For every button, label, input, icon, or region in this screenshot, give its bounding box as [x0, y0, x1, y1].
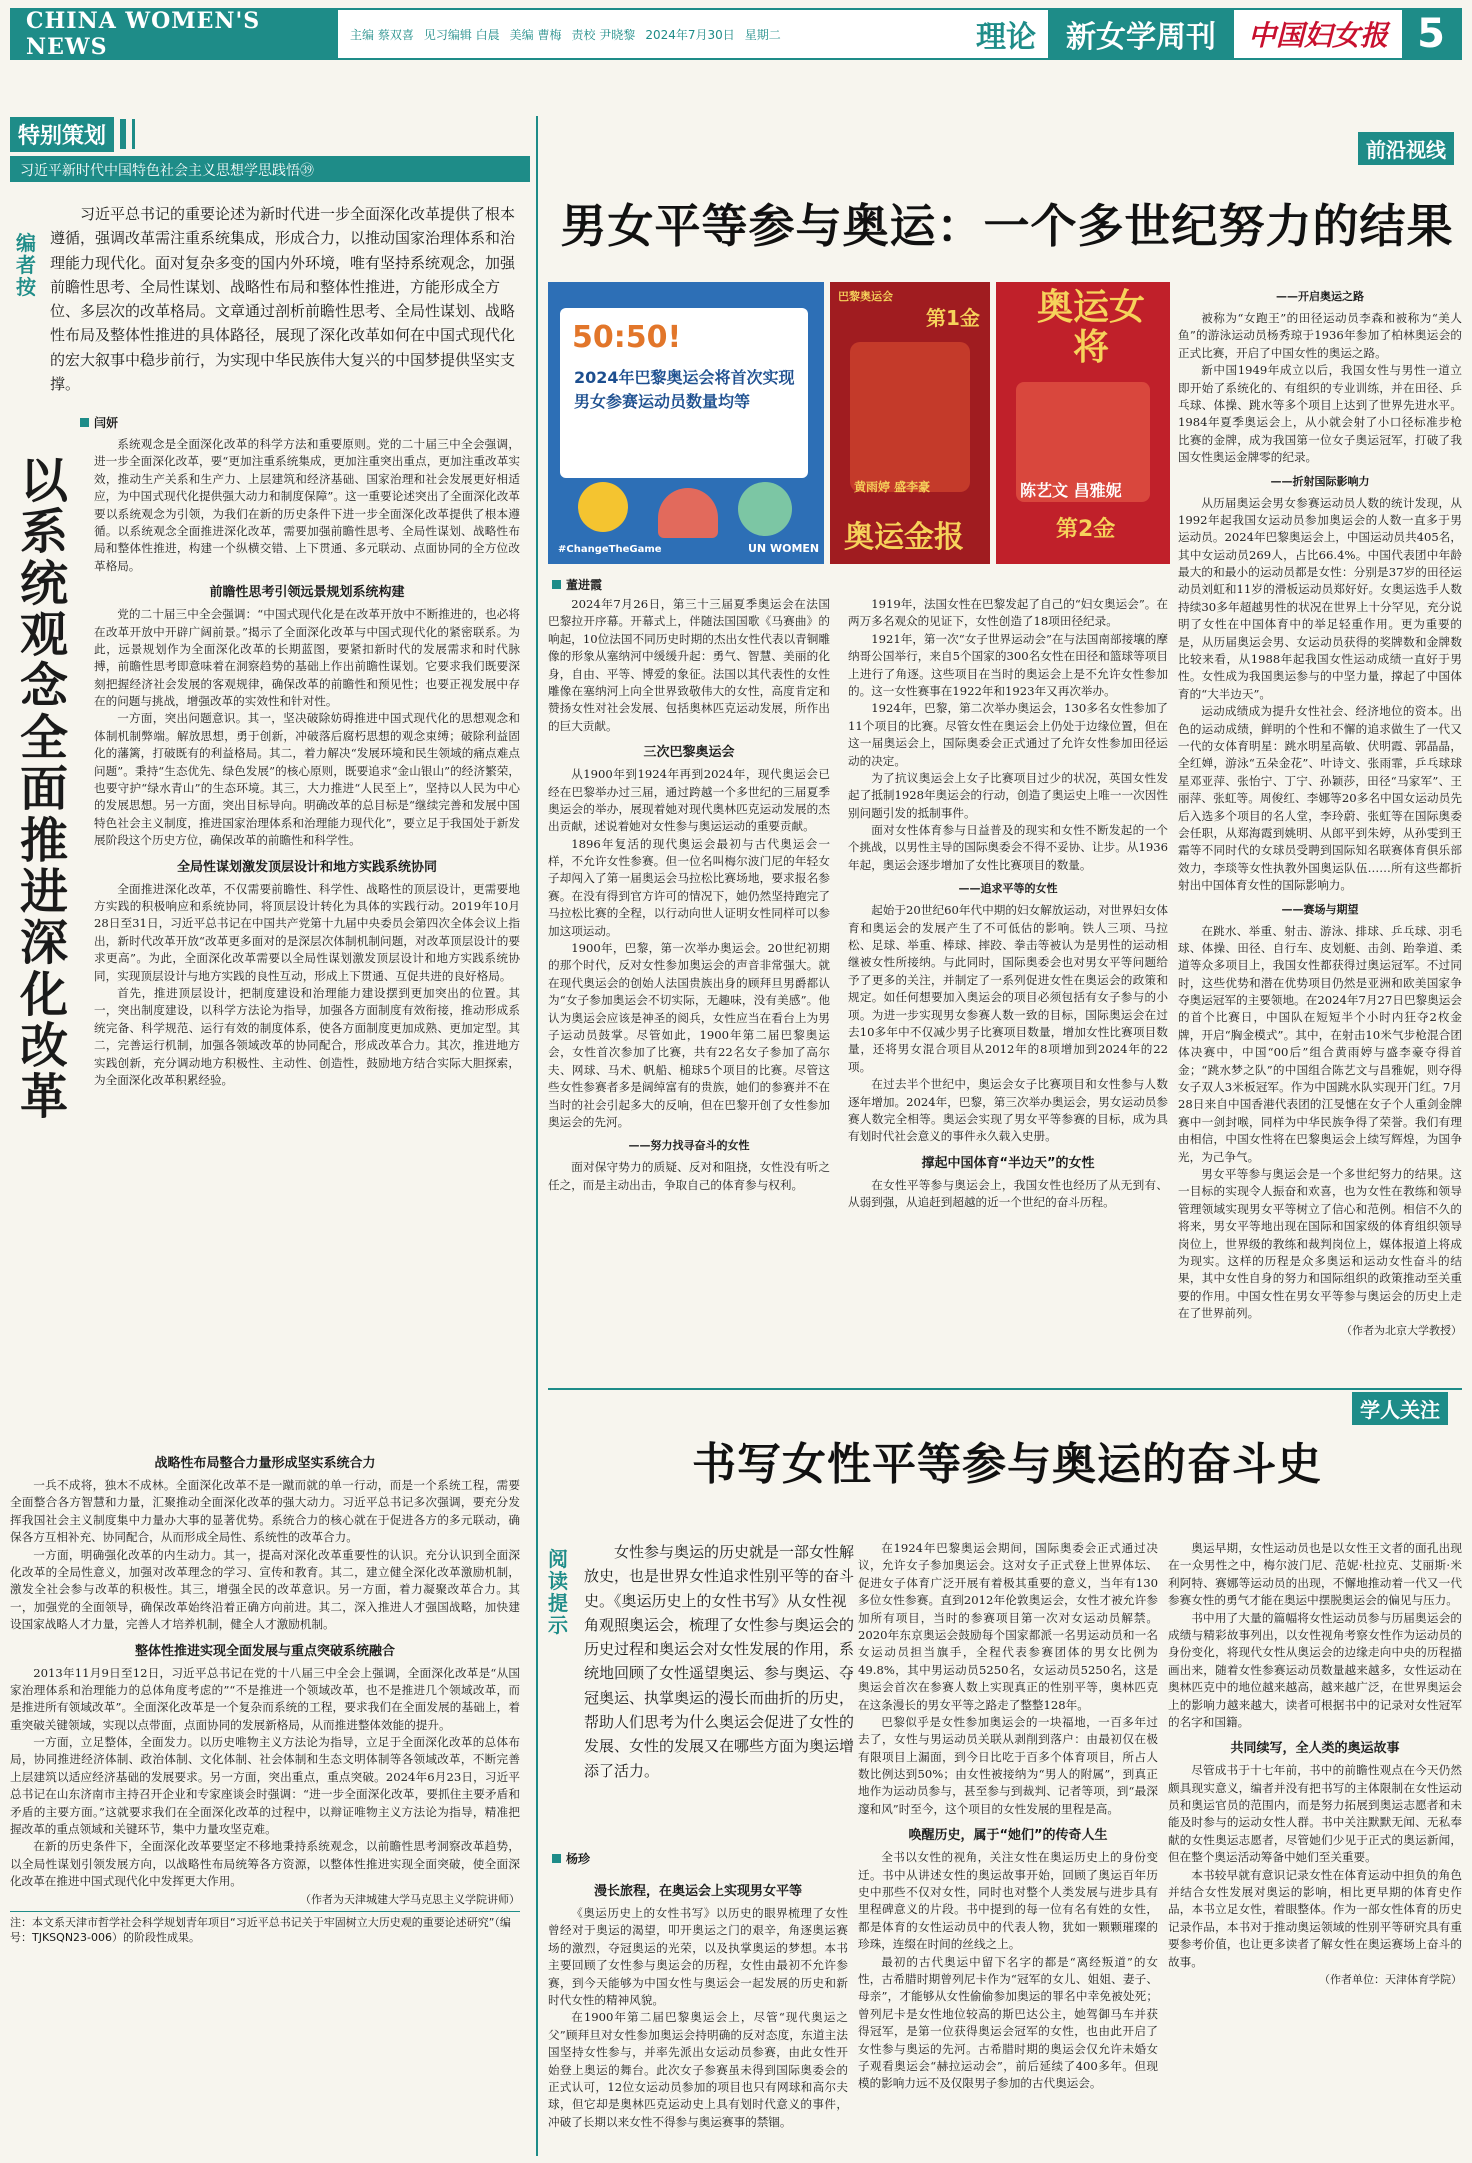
left-p1b: 一方面，突出问题意识。其一，坚决破除妨碍推进中国式现代化的思想观念和体制机制弊端。解放思想，勇于创新，冲破落后腐朽思想的观念束缚；破除利益固化的藩篱，打破既有的利益格局。其二，着力解决“发展环境和民生领域的痛点难点问题”。秉持“生态优先、绿色发展”的核心原则，既要追求“金山银山”的经济繁荣，也要守护“绿水青山”的生态环境。其三，大力推进“人民至上”，坚持以人民为中心的发展思想。另一方面，突出目标导向。明确改革的总目标是“继续完善和发展中国特色社会主义制度，推进国家治理体系和治理能力现代化”，要立足于我国处于新发展阶段这个历史方位，确保改革的前瞻性和科学性。: [94, 711, 520, 848]
a1-c3b: 新中国1949年成立以后，我国女性与男性一道立即开始了系统化的、有组织的专业训练，并在田径、乒乓球、体操、跳水等多个项目上达到了世界先进水平。1984年夏季奥运会上，从小就会射了小口径标准步枪比赛的金牌，成为我国第一位女子奥运冠军，打破了我国女性奥运金牌零的纪录。: [1178, 363, 1462, 465]
editor-label: 编者按: [16, 231, 36, 299]
a1-c1-minihead: ——努力找寻奋斗的女性: [628, 1139, 750, 1153]
article1-author: （作者为北京大学教授）: [1341, 1324, 1462, 1338]
left-subhead-1: 前瞻性思考引领远景规划系统构建: [209, 585, 405, 601]
a1-c3h: 男女平等参与奥运会是一个多世纪努力的结果。这一目标的实现令人振奋和欢喜，也为女性在教练和领导管理领域实现男女平等树立了信心和范例。相信不久的将来，男女平等地出现在国际和国家级的体育组织领导岗位上，世界级的教练和裁判岗位上，媒体报道上将成为现实。这样的历程是众多奥运和运动女性奋斗的结果，其中女性自身的努力和国际组织的政策推动至关重要的作用。中国女性在男女平等参与奥运会的历史上走在了世界前列。: [1178, 1166, 1462, 1321]
a2-p1: 《奥运历史上的女性书写》以历史的眼界梳理了女性曾经对于奥运的渴望，叩开奥运之门的艰辛，角逐奥运赛场的激烈，夺冠奥运的光荣，以及执掌奥运的梦想。本书主要回顾了女性参与奥运会的历程，女性由最初不允许参赛，到今天能够为中国女性与奥运会一起发展的历史和新时代女性的精神风貌。: [548, 1906, 848, 2007]
left-p4: 2013年11月9日至12日，习近平总书记在党的十八届三中全会上强调，全面深化改革是“从国家治理体系和治理能力的总体角度考虑的”“不是推进一个领域改革，也不是推进几个领域改革，而是推进所有领域改革”。全面深化改革是一个复杂而系统的工程，要求我们在全面发展的基础上，着重突破关键领域，实现以点带面，点面协同的发展新格局，从而推进整体效能的提升。: [10, 1665, 520, 1732]
left-subhead-3: 战略性布局整合力量形成坚实系统合力: [154, 1456, 376, 1471]
page-number: 5: [1402, 10, 1460, 58]
info-date: 2024年7月30日: [645, 27, 735, 42]
athlete-figure: [738, 482, 792, 536]
poster-5050: [548, 282, 824, 564]
a1-c1: 2024年7月26日，第三十三届夏季奥运会在法国巴黎拉开序幕。开幕式上，伴随法国国歌《马赛曲》的响起，10位法国不同历史时期的杰出女性代表以青铜雕像的形象从塞纳河中缓缓升起：勇气、智慧、美丽的化身，自由、平等、博爱的象征。法国以其代表性的女性雕像在塞纳河上向全世界致敬伟大的女性，高度肯定和赞扬女性对社会发展、包括奥林匹克运动发展，所作出的巨大贡献。: [548, 597, 830, 733]
a2-p5: 尽管成书于十七年前，书中的前瞻性观点在今天仍然颇具现实意义，编者并没有把书写的主体限制在女性运动员和奥运官员的范围内，而是努力拓展到奥运志愿者和未能及时参与的运动女性人群。书中关注默默无闻、无私奉献的女性奥运志愿者，尽管她们少见于正式的奥运新闻，但在整个奥运活动筹备中她们至关重要。: [1168, 1763, 1462, 1865]
left-subhead-4: 整体性推进实现全面发展与重点突破系统融合: [134, 1643, 395, 1659]
poster2-medal: 第1金: [926, 306, 980, 330]
a1-c3g: 在跳水、举重、射击、游泳、排球、乒乓球、羽毛球、体操、田径、自行车、皮划艇、击剑、跆拳道、柔道等众多项目上，我国女性都获得过奥运冠军。不过同时，这些优势和潜在优势项目仍然是亚洲和欧美国家争夺奥运冠军的主要领地。在2024年7月27日巴黎奥运会的首个比赛日，中国队在短短半个小时内狂夺2枚金牌，开启“胸金模式”。其中，在射击10米气步枪混合团体决赛中，中国“00后”组合黄雨婷与盛李豪夺得首金；“跳水梦之队”的中国组合陈艺文与昌雅妮，则夺得女子双人3米板冠军。作为中国跳水队实现开门红。7月28日来自中国香港代表团的江旻憓在女子个人重剑金牌赛中一剑封喉，同样为中华民族争得了荣誉。我们有理由相信，中国女性将在巴黎奥运会上续写辉煌，为国争光，为己争气。: [1178, 923, 1462, 1164]
byline-marker: [552, 1854, 561, 1863]
section-tag-scholar: 学人关注: [1352, 1392, 1448, 1425]
article2-byline: [552, 1850, 590, 1867]
a2-p1b: 在1900年第二届巴黎奥运会上，尽管“现代奥运之父”顾拜旦对女性参加奥运会持明确的反对态度，东道主法国坚持女性参与，并率先派出女运动员参赛，由此女性开始登上奥运的舞台。此次女子参赛虽未得到国际奥委会的正式认可，12位女运动员参加的项目也只有网球和高尔夫球，但它却是奥林匹克运动史上具有划时代意义的事件，冲破了长期以来女性不得参与奥运赛事的禁锢。: [548, 2010, 848, 2129]
guide-text: 女性参与奥运的历史就是一部女性解放史，也是世界女性追求性别平等的奋斗史。《奥运历史上的女性书写》从女性视角观照奥运会，梳理了女性参与奥运会的历史过程和奥运会对女性发展的作用，系统地回顾了女性遥望奥运、参与奥运、夺冠奥运、执掌奥运的漫长而曲折的历史，帮助人们思考为什么奥运会促进了女性的发展、女性的发展又在哪些方面为奥运增添了活力。: [584, 1543, 855, 1780]
a2-p4: 奥运早期，女性运动员也是以女性王文者的面孔出现在一众男性之中，梅尔波门尼、范妮·杜拉克、艾丽斯·米利阿特、赛娜等运动员的出现，不懈地推动着一代又一代参赛女性的勇气才能在奥运中摆脱奥运会的偏见与压力。: [1168, 1541, 1462, 1608]
a1-c1c: 1896年复活的现代奥运会最初与古代奥运会一样，不允许女性参赛。但一位名叫梅尔波门尼的年轻女子却闯入了第一届奥运会马拉松比赛场地，要求报名参赛。在没有得到官方许可的情况下，她仍然坚持跑完了马拉松比赛的全程，以行动向世人证明女性同样可以参加这项运动。: [548, 836, 830, 938]
section-theory: 理论: [975, 20, 1036, 55]
info-weekday: 星期二: [744, 27, 781, 42]
section-tag-frontier: 前沿视线: [1358, 132, 1454, 165]
left-footnote: 注：本文系天津市哲学社会科学规划青年项目“习近平总书记关于牢固树立大历史观的重要论述研究”（编号：TJKSQN23-006）的阶段性成果。: [10, 1911, 520, 1946]
article2-byline-name: 杨珍: [566, 1852, 591, 1866]
a2-p2: 在1924年巴黎奥运会期间，国际奥委会正式通过决议，允许女子参加奥运会。这对女子正式登上世界体坛、促进女子体育广泛开展有着极其重要的意义，当年有130多位女性参赛。直到2012年伦敦奥运会，女性才被允许参加所有项目，当时的参赛项目第一次对女运动员解禁。2020年东京奥运会鼓励每个国家都派一名男运动员和一名女运动员担当旗手，全程代表参赛团体的男女比例为49.8%，其中男运动员5250名，女运动员5250名，这是奥运会首次在参赛人数上实现真正的性别平等，奥林匹克在这条漫长的男女平等之路走了整整128年。: [858, 1541, 1158, 1712]
vertical-title: 以系统观念全面推进深化改革: [19, 453, 68, 1126]
poster1-title: 50:50!: [572, 320, 682, 355]
article2-col1: [548, 1874, 848, 2131]
athlete-figure: [658, 488, 718, 538]
a2-p4b: 书中用了大量的篇幅将女性运动员参与历届奥运会的成绩与精彩故事列出，以女性视角考察女性作为运动员的身份变化，将现代女性从奥运会的边缘走向中央的历程描画出来，随着女性参赛运动员数量越来越多，女性运动在奥林匹克中的地位越来越高，越来越广泛，在世界奥运会上的影响力越来越大，读者可根据书中的记录对女性冠军的名字和国籍。: [1168, 1610, 1462, 1729]
left-p3b: 一方面，明确强化改革的内生动力。其一，提高对深化改革重要性的认识。充分认识到全面深化改革的全局性意义，加强对改革理念的学习、宣传和教育。其二，建立健全深化改革激励机制，激发全社会参与改革的积极性。其三，增强全民的改革意识。另一方面，着力凝聚改革合力。其一，加强党的全面领导，确保改革始终沿着正确方向前进。其二，深入推进人才强国战略，加快建设国家战略人才力量，完善人才培养机制，健全人才激励机制。: [10, 1547, 520, 1632]
a2-p2b: 巴黎似乎是女性参加奥运会的一块福地，一百多年过去了，女性与男运动员关联从剥削到落户：由最初仅在极有限项目上漏面，到今日比吃于百多个体育项目，所占人数比例达到50%；由女性被接纳为“男人的附属”，到真正地作为运动员参与，甚至参与到裁判、记者等项，到“最深邃和风”时至今，这个项目的女性发展的里程是高。: [858, 1714, 1158, 1816]
a1-c1f: 面对保守势力的质疑、反对和阻挠，女性没有听之任之，而是主动出击，争取自己的体育参与权利。: [548, 1160, 830, 1192]
left-body-bottom: [10, 1446, 520, 1945]
a1-c2-subhead: 撑起中国体育“半边天”的女性: [921, 1155, 1095, 1171]
byline-marker: [552, 580, 561, 589]
column-divider: [536, 116, 538, 2156]
a1-c1b: 从1900年到1924年再到2024年，现代奥运会已经在巴黎举办过三届，通过跨越一个多世纪的三届夏季奥运会的举办，展现着她对现代奥林匹克运动发展的杰出贡献，述说着她对女性参与奥运运动的重要贡献。: [548, 767, 830, 834]
left-p4c: 在新的历史条件下，全面深化改革要坚定不移地秉持系统观念，以前瞻性思考洞察改革趋势，以全局性谋划引领发展方向，以战略性布局统筹各方资源，以整体性推进实现全面突破，使全面深化改革在推进中国式现代化中发挥更大作用。: [10, 1839, 520, 1889]
article1-col3: [1178, 282, 1462, 1338]
a1-c2: 1919年，法国女性在巴黎发起了自己的“妇女奥运会”。在两万多名观众的见证下，女性创造了18项田径纪录。: [848, 597, 1168, 629]
a2-p3: 全书以女性的视角，关注女性在奥运历史上的身份变迁。书中从讲述女性的奥运故事开始，回顾了奥运百年历史中那些不仅对女性，同时也对整个人类发展与进步具有里程碑意义的片段。书中提到的每一位有名有姓的女性，都是体育的女性运动员中的代表人物，犹如一颗颗璀璨的珍珠，连缀在时间的丝线之上。: [858, 1850, 1158, 1952]
poster2-top: 巴黎奥运会: [838, 290, 893, 303]
editor-text: 习近平总书记的重要论述为新时代进一步全面深化改革提供了根本遵循，强调改革需注重系统集成，形成合力，以推动国家治理体系和治理能力现代化。面对复杂多变的国内外环境，唯有坚持系统观念，加强前瞻性思考、全局性谋划、战略性布局和整体性推进，方能形成全方位、多层次的改革格局。文章通过剖析前瞻性思考、全局性谋划、战略性布局及整体性推进的具体路径，展现了深化改革如何在中国式现代化的宏大叙事中稳步前行，为实现中华民族伟大复兴的中国梦提供坚实支撑。: [50, 205, 516, 394]
article2-col3: [1168, 1540, 1462, 1987]
poster-first-gold: [830, 282, 990, 564]
a1-c2e: 面对女性体育参与日益普及的现实和女性不断发起的一个个挑战，以男性主导的国际奥委会不得不妥协、让步。从1936年起，奥运会逐步增加了女性比赛项目的数量。: [848, 823, 1168, 872]
section-weekly: 新女学周刊: [1048, 10, 1234, 58]
article2-headline: 书写女性平等参与奥运的奋斗史: [692, 1439, 1322, 1490]
poster3-names: 陈艺文 昌雅妮: [1020, 481, 1122, 500]
a2-subhead-1: 漫长旅程，在奥运会上实现男女平等: [593, 1884, 802, 1899]
poster1-logo: UN WOMEN: [748, 542, 820, 555]
article-divider: [548, 1388, 1462, 1390]
a2-subhead-2: 唤醒历史，属于“她们”的传奇人生: [908, 1828, 1108, 1844]
left-feature: [10, 116, 530, 2156]
guide-label: 阅读提示: [548, 1547, 568, 1637]
a1-c2-minihead: ——追求平等的女性: [958, 882, 1058, 896]
a1-c2c: 1924年，巴黎，第二次举办奥运会，130多名女性参加了11个项目的比赛。尽管女性在奥运会上仍处于边缘位置，但在这一届奥运会上，国际奥委会正式通过了允许女性参加田径运动的决定。: [848, 701, 1168, 768]
a2-p5b: 本书较早就有意识记录女性在体育运动中担负的角色并结合女性发展对奥运的影响，相比更早期的体育史作品，本书立足女性，着眼整体。作为一部女性体育的历史记录作品，本书对于推动奥运领域的性别平等研究具有重要参考价值，也让更多读者了解女性在奥运赛场上奋斗的故事。: [1168, 1867, 1462, 1969]
left-p3: 一兵不成将，独木不成林。全面深化改革不是一蹴而就的单一行动，而是一个系统工程，需要全面整合各方智慧和力量，汇聚推动全面深化改革的强大动力。习近平总书记多次强调，要充分发挥我国社会主义制度集中力量办大事的显著优势。系统合力的核心就在于促进各方的多元联动，确保各方互相补充、协同配合，从而形成全局性、系统性的改革合力。: [10, 1478, 520, 1545]
a1-c3: 被称为“女跑王”的田径运动员李森和被称为“美人鱼”的游泳运动员杨秀琼于1936年参加了柏林奥运会的正式比赛，开启了中国女性的奥运之路。: [1178, 311, 1462, 360]
info-artist: 美编 曹梅: [509, 27, 562, 42]
article1-byline-name: 董进霞: [566, 578, 603, 592]
athlete-figure: [578, 482, 628, 532]
left-byline-name: 闫妍: [94, 416, 119, 430]
tag-bar: [120, 119, 126, 149]
a2-p3b: 最初的古代奥运中留下名字的都是“离经叛道”的女性，古希腊时期曾列尼卡作为“冠军的女儿、姐姐、妻子、母亲”，才能够从女性偷偷参加奥运的罪名中幸免被处死；曾列尼卡是女性地位较高的斯巴达公主，她驾御马车并获得冠军，是第一位获得奥运会冠军的女性，也由此开启了女性参与奥运的先河。古希腊时期的奥运会仅允许未婚女子观看奥运会“赫拉运动会”，前后延续了400多年。但现模的影响力远不及仅限男子参加的古代奥运会。: [858, 1954, 1158, 2091]
a1-c2i: 在女性平等参与奥运会上，我国女性也经历了从无到有、从弱到强，从追赶到超越的近一个世纪的奋斗历程。: [848, 1177, 1168, 1210]
a1-c3d: 从历届奥运会男女参赛运动员人数的统计发现，从1992年起我国女运动员参加奥运会的人数一直多于男运动员。2024年巴黎奥运会上，中国运动员共405名，其中女运动员269人，占比66.4%。中国代表团中年龄最大的和最小的运动员都是女性：分别是37岁的田径运动员刘虹和11岁的滑板运动员郑好好。女奥运选手人数持续30多年超越男性的状况在世界上十分罕见，充分说明了女性在中国体育中的举足轻重作用。更为重要的是，从历届奥运会男、女运动员获得的奖牌数和金牌数比较来看，从1988年起我国女性运动成绩一直好于男性。女性成为我国奥运参与的中坚力量，撑起了中国体育的“大半边天”。: [1178, 495, 1462, 701]
article1-headline: 男女平等参与奥运：一个多世纪努力的结果: [560, 199, 1454, 253]
poster2-name: 黄雨婷 盛李豪: [854, 480, 931, 494]
a2-subhead-3: 共同续写，全人类的奥运故事: [1230, 1741, 1400, 1757]
left-p2b: 首先，推进顶层设计，把制度建设和治理能力建设摆到更加突出的位置。其一，突出制度建设，以科学方法论为指导，加强各方面制度有效衔接，推动形成系统完备、科学规范、运行有效的制度体系，使各方面制度更加成熟、更加定型。其二，完善运行机制，加强各领域改革的协同配合，形成改革合力。其次，推进地方实践创新，充分调动地方积极性、主动性、创造性，鼓励地方结合实际大胆探索，为全面深化改革积累经验。: [94, 985, 520, 1087]
a1-c3-minihead-3: ——赛场与期望: [1281, 902, 1359, 916]
special-tag-label: 特别策划: [10, 117, 114, 152]
athletes-photo: [850, 342, 970, 492]
article1-col2: [848, 596, 1168, 1212]
masthead: [10, 8, 1462, 60]
info-proof: 责校 尹晓黎: [571, 27, 636, 42]
series-bar: 习近平新时代中国特色社会主义思想学思践悟㊴: [10, 156, 530, 182]
article1-col1: [548, 596, 830, 1194]
article2-author: （作者单位：天津体育学院）: [1319, 1972, 1462, 1986]
a1-c3-minihead-1: ——开启奥运之路: [1276, 290, 1364, 303]
a1-c2b: 1921年，第一次“女子世界运动会”在与法国南部接壤的摩纳哥公国举行，来自5个国家的300名女性在田径和篮球等项目上进行了角逐。这些项目在当时的奥运会上是不允许女性参加的。这一女性赛事在1922年和1923年又再次举办。: [848, 631, 1168, 698]
a1-c2h: 在过去半个世纪中，奥运会女子比赛项目和女性参与人数逐年增加。2024年，巴黎，第三次举办奥运会，男女运动员参赛人数完全相等。奥运会实现了男女平等参赛的目标，成为具有划时代社会意义的事件永久载入史册。: [848, 1077, 1168, 1144]
left-body-top: [94, 436, 520, 1089]
info-responsible: 见习编辑 白晨: [423, 27, 500, 42]
byline-marker: [80, 418, 89, 427]
article2-col2: [858, 1540, 1158, 2093]
english-title: CHINA WOMEN'S NEWS: [12, 10, 338, 58]
poster3-medal: 第2金: [1056, 517, 1116, 542]
poster-divers: [996, 282, 1170, 564]
poster3-big: 奥运女将: [1036, 287, 1145, 368]
a1-c1-subhead: 三次巴黎奥运会: [643, 745, 735, 761]
a1-c2g: 起始于20世纪60年代中期的妇女解放运动，对世界妇女体育和奥运会的发展产生了不可低估的影响。铁人三项、马拉松、足球、举重、棒球、摔跤、拳击等被认为是男性的运动相继被女性所接纳。与此同时，国际奥委会也对男女平等问题给予了更多的关注，并制定了一系列促进女性在奥运会的政策和规定。如任何想要加入奥运会的项目必须包括有女子参与的小项。为进一步实现男女参赛人数一致的目标，国际奥运会在过去10多年中不仅减少男子比赛项目数量，增加女性比赛项目数量，还将男女混合项目从2012年的8项增加到2024年的22项。: [848, 903, 1168, 1074]
left-subhead-2: 全局性谋划激发顶层设计和地方实践系统协同: [176, 859, 437, 875]
left-byline: [80, 414, 118, 431]
left-p4b: 一方面，立足整体，全面发力。以历史唯物主义方法论为指导，立足于全面深化改革的总体布局，协同推进经济体制、政治体制、文化体制、社会体制和生态文明体制等各领域改革，不断完善上层建筑以适应经济基础的发展要求。另一方面，突出重点，重点突破。2024年6月23日，习近平总书记在山东济南市主持召开企业和专家座谈会时强调：“进一步全面深化改革，要抓住主要矛盾和矛盾的主要方面。”这就要求我们在全面深化改革的过程中，以辩证唯物主义方法论为指导，精准把握改革的重点领域和关键环节，集中力量攻坚克难。: [10, 1735, 520, 1837]
tag-bar: [132, 119, 135, 149]
poster2-bottom: 奥运金报: [844, 520, 964, 555]
special-tag: [10, 116, 135, 152]
masthead-info: [338, 10, 964, 58]
a1-c3-minihead-2: ——折射国际影响力: [1270, 474, 1370, 488]
left-author: （作者为天津城建大学马克思主义学院讲师）: [300, 1892, 520, 1906]
newspaper-logo: 中国妇女报: [1247, 19, 1388, 52]
a1-c2d: 为了抗议奥运会上女子比赛项目过少的状况，英国女性发起了抵制1928年奥运会的行动，创造了奥运史上唯一一次因性别问题引发的抵制事件。: [848, 770, 1168, 820]
info-editor: 主编 蔡双喜: [350, 27, 414, 42]
poster1-tag: #ChangeTheGame: [558, 544, 662, 555]
a1-c1d: 1900年，巴黎，第一次举办奥运会。20世纪初期的那个时代，反对女性参加奥运会的声音非常强大。就在现代奥运会的创始人法国贵族出身的顾拜旦男爵都认为“女子参加奥运会不切实际，无趣味，没有美感”。他认为奥运会应该是神圣的阅兵，女性应当在看台上为男子运动员鼓掌。尽管如此，1900年第二届巴黎奥运会，女性首次参加了比赛，共有22名女子参加了高尔夫、网球、马术、帆船、槌球5个项目的比赛。尽管这些女性参赛者多是阔绰富有的贵族，她们的参赛并不在当时的社会引起多大的反响，但在巴黎开创了女性参加奥运会的先河。: [548, 941, 830, 1129]
a1-c3e: 运动成绩成为提升女性社会、经济地位的资本。出色的运动成绩，鲜明的个性和不懈的追求做生了一代又一代的女体育明星：跳水明星高敏、伏明霞、郭晶晶，全红婵，游泳“五朵金花”、叶诗文、张雨霏，乒乓球球星邓亚萍、张怡宁、丁宁、孙颖莎，田径“马家军”、王丽萍、张虹等。周俊红、李娜等20多名中国女运动员先后入选多个项目的名人堂，李玲蔚、张虹等在国际奥委会任职，从郑海霞到姚明、从郎平到朱婷，从孙雯到王霜等不同时代的女球员受聘到国际知名联赛体育俱乐部效力，李琰等女性执教外国奥运队伍……所有这些都折射出中国体育女性的国际影响力。: [1178, 704, 1462, 893]
left-p2: 全面推进深化改革，不仅需要前瞻性、科学性、战略性的顶层设计，更需要地方实践的积极响应和系统协同，将顶层设计转化为具体的实践行动。2019年10月28日至31日，习近平总书记在中国共产党第十九届中央委员会第四次全体会议上指出，新时代改革开放“改革更多面对的是深层次体制机制问题，对改革顶层设计的要求更高”。为此，全面深化改革需要以全局性谋划激发顶层设计和地方实践系统协同，实现顶层设计与地方实践的良性互动，形成上下贯通、互促共进的良好格局。: [94, 881, 520, 983]
poster1-text: 2024年巴黎奥运会将首次实现男女参赛运动员数量均等: [574, 368, 795, 411]
article1-byline: [552, 576, 602, 593]
left-intro: 系统观念是全面深化改革的科学方法和重要原则。党的二十届三中全会强调，进一步全面深化改革，要“更加注重系统集成，更加注重突出重点，更加注重改革实效，推动生产关系和生产力、上层建筑和经济基础、国家治理和社会发展更好相适应，为中国式现代化提供强大动力和制度保障”。这一重要论述突出了全面深化改革要以系统观念为引领，为我们在新的历史条件下进一步全面深化改革提供了根本遵循。以系统观念全面推进深化改革，需要加强前瞻性思考、全局性谋划、战略性布局和整体性推进，构建一个纵横交错、上下贯通、多元联动、点面协同的全方位改革格局。: [94, 437, 520, 573]
left-p1: 党的二十届三中全会强调：“中国式现代化是在改革开放中不断推进的，也必将在改革开放中开辟广阔前景。”揭示了全面深化改革与中国式现代化的紧密联系。为此，远景规划作为全面深化改革的长期蓝图，要紧扣新时代的发展需求和时代脉搏，前瞻性思考即意味着在洞察趋势的基础上作出前瞻性谋划。它要求我们既要深刻把握经济社会发展的客观规律，确保改革的前瞻性和预见性；也要正视发展中存在的问题与挑战，增强改革的实效性和针对性。: [94, 607, 520, 709]
